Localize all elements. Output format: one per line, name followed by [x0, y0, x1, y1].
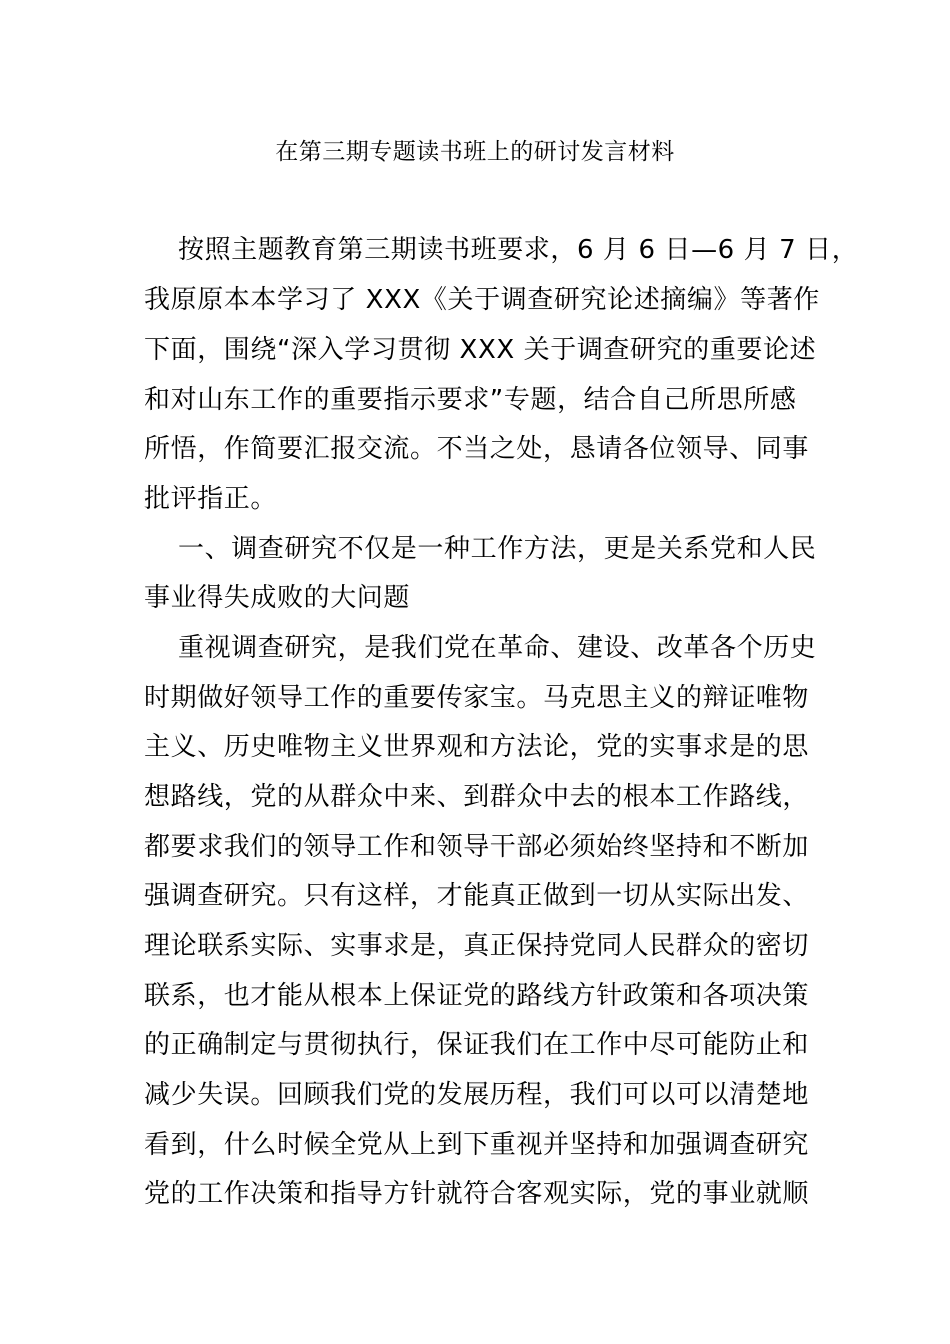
paragraph-line: 所悟，作简要汇报交流。不当之处，恳请各位领导、同事 — [144, 434, 810, 464]
paragraph-line: 想路线，党的从群众中来、到群众中去的根本工作路线， — [144, 782, 810, 812]
paragraph-line: 下面，围绕“深入学习贯彻 XXX 关于调查研究的重要论述 — [144, 335, 817, 365]
paragraph-line: 按照主题教育第三期读书班要求，6 月 6 日—6 月 7 日， — [178, 235, 859, 265]
section-heading-line: 一、调查研究不仅是一种工作方法，更是关系党和人民 — [178, 534, 817, 564]
paragraph-line: 重视调查研究，是我们党在革命、建设、改革各个历史 — [178, 633, 817, 663]
paragraph-line: 联系，也才能从根本上保证党的路线方针政策和各项决策 — [144, 981, 810, 1011]
paragraph-line: 时期做好领导工作的重要传家宝。马克思主义的辩证唯物 — [144, 683, 810, 713]
paragraph-line: 都要求我们的领导工作和领导干部必须始终坚持和不断加 — [144, 832, 810, 862]
paragraph-line: 批评指正。 — [144, 484, 278, 514]
paragraph-line: 的正确制定与贯彻执行，保证我们在工作中尽可能防止和 — [144, 1030, 810, 1060]
paragraph-line: 减少失误。回顾我们党的发展历程，我们可以可以清楚地 — [144, 1080, 810, 1110]
paragraph-line: 看到，什么时候全党从上到下重视并坚持和加强调查研究 — [144, 1130, 810, 1160]
paragraph-line: 党的工作决策和指导方针就符合客观实际，党的事业就顺 — [144, 1179, 810, 1209]
paragraph-line: 理论联系实际、实事求是，真正保持党同人民群众的密切 — [144, 931, 810, 961]
paragraph-line: 我原原本本学习了 XXX《关于调查研究论述摘编》等著作 — [144, 285, 820, 315]
section-heading-line: 事业得失成败的大问题 — [144, 583, 411, 613]
document-title: 在第三期专题读书班上的研讨发言材料 — [275, 139, 675, 165]
paragraph-line: 主义、历史唯物主义世界观和方法论，党的实事求是的思 — [144, 732, 810, 762]
paragraph-line: 强调查研究。只有这样，才能真正做到一切从实际出发、 — [144, 881, 810, 911]
paragraph-line: 和对山东工作的重要指示要求”专题，结合自己所思所感 — [144, 385, 797, 415]
